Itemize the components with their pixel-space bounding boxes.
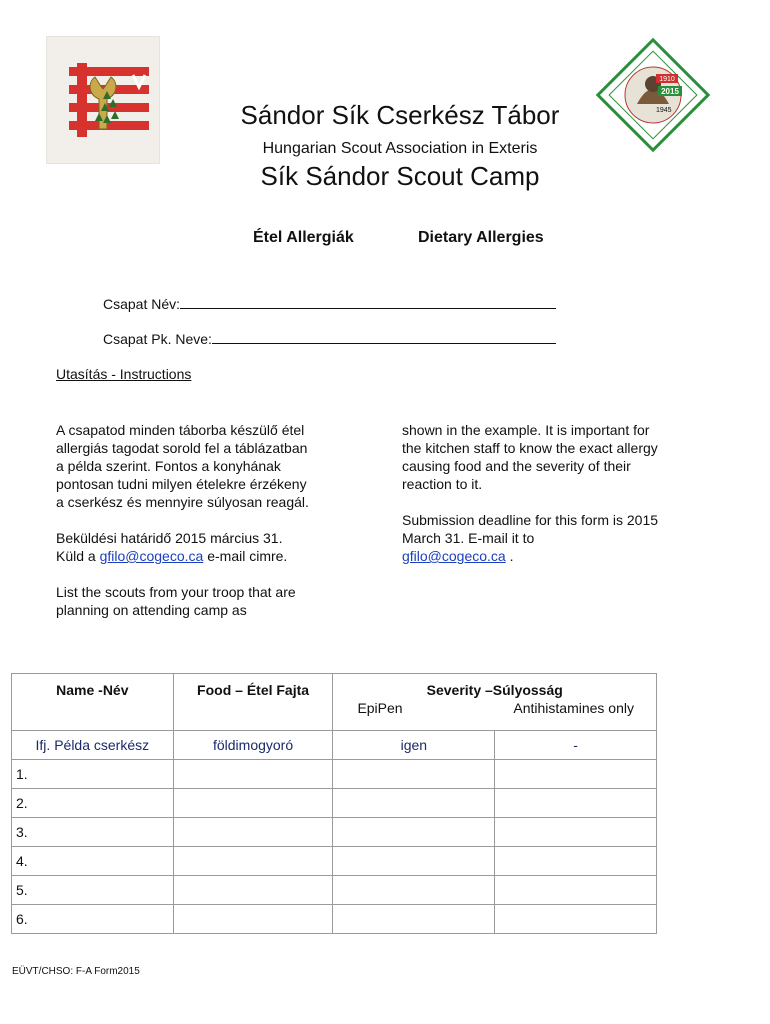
antihistamines-cell[interactable] — [495, 789, 657, 818]
food-cell[interactable] — [173, 876, 333, 905]
instructions-en-intro: List the scouts from your troop that are planning on attending camp as — [56, 584, 296, 618]
troop-name-line[interactable] — [180, 294, 556, 309]
instructions-hu-paragraph: A csapatod minden táborba készülő étel allergiás tagodat sorold fel a táblázatban a példa szerint. Fontos a konyhának pontosan tudni milyen ételekre érzékeny a cserkész és mennyire súlyosan reagál. — [56, 422, 309, 510]
example-epipen: igen — [333, 731, 495, 760]
deadline-hu-paragraph — [56, 529, 314, 565]
food-cell[interactable] — [173, 760, 333, 789]
food-cell[interactable] — [173, 847, 333, 876]
instructions-heading: Utasítás - Instructions — [56, 366, 192, 382]
troop-name-label: Csapat Név: — [103, 296, 181, 312]
table-row — [12, 818, 657, 847]
deadline-en-text: Submission deadline for this form is 2015 March 31. E-mail it to — [402, 512, 659, 546]
instructions-left-column — [56, 421, 314, 637]
row-number: 1. — [12, 760, 174, 789]
email-link-hu[interactable]: gfilo@cogeco.ca — [99, 548, 204, 564]
instructions-en-paragraph: shown in the example. It is important for the kitchen staff to know the exact allergy causing food and the severity of their reaction to it. — [402, 422, 658, 492]
food-cell[interactable] — [173, 905, 333, 934]
col-header-food: Food – Étel Fajta — [173, 674, 333, 731]
epipen-cell[interactable] — [333, 905, 495, 934]
camp-title-en: Sík Sándor Scout Camp — [260, 161, 540, 191]
table-row — [12, 760, 657, 789]
row-number: 5. — [12, 876, 174, 905]
epipen-cell[interactable] — [333, 876, 495, 905]
epipen-cell[interactable] — [333, 760, 495, 789]
troop-leader-label: Csapat Pk. Neve: — [103, 331, 212, 347]
table-row — [12, 905, 657, 934]
email-link-en[interactable]: gfilo@cogeco.ca — [402, 548, 506, 564]
badge-year-end: 1945 — [656, 107, 672, 114]
severity-title: Severity –Súlyosság — [426, 682, 563, 698]
col-header-severity — [333, 674, 657, 731]
association-name: Hungarian Scout Association in Exteris — [262, 140, 538, 157]
epipen-cell[interactable] — [333, 789, 495, 818]
subtitle-en: Dietary Allergies — [418, 229, 544, 246]
badge-year-start: 1910 — [659, 76, 675, 83]
deadline-hu-line: Beküldési határidő 2015 március 31. — [56, 530, 283, 546]
sub-header-epipen: EpiPen — [357, 700, 403, 716]
example-food: földimogyoró — [173, 731, 333, 760]
example-name: Ifj. Példa cserkész — [12, 731, 174, 760]
food-cell[interactable] — [173, 818, 333, 847]
epipen-cell[interactable] — [333, 847, 495, 876]
example-antihistamines: - — [495, 731, 657, 760]
email-en-suffix: . — [505, 548, 514, 564]
instructions-right-column — [402, 421, 660, 583]
allergy-table — [11, 673, 657, 934]
antihistamines-cell[interactable] — [495, 760, 657, 789]
row-number: 6. — [12, 905, 174, 934]
deadline-en-paragraph — [402, 511, 660, 565]
table-row — [12, 876, 657, 905]
troop-leader-line[interactable] — [212, 329, 556, 344]
email-hu-suffix: e-mail cimre. — [203, 548, 288, 564]
food-cell[interactable] — [173, 789, 333, 818]
subtitle-hu: Étel Allergiák — [253, 229, 354, 246]
table-row — [12, 789, 657, 818]
badge-year-mid: 2015 — [661, 87, 679, 96]
antihistamines-cell[interactable] — [495, 876, 657, 905]
email-hu-prefix: Küld a — [56, 548, 100, 564]
antihistamines-cell[interactable] — [495, 818, 657, 847]
row-number: 3. — [12, 818, 174, 847]
troop-name-field[interactable] — [103, 294, 556, 312]
epipen-cell[interactable] — [333, 818, 495, 847]
sub-header-antihistamines: Antihistamines only — [513, 700, 634, 716]
jubilee-badge — [592, 34, 714, 156]
antihistamines-cell[interactable] — [495, 905, 657, 934]
table-row — [12, 847, 657, 876]
table-header-row — [12, 674, 657, 731]
camp-title-hu: Sándor Sík Cserkész Tábor — [240, 100, 560, 130]
antihistamines-cell[interactable] — [495, 847, 657, 876]
form-id-footer: EÜVT/CHSO: F-A Form2015 — [12, 966, 140, 977]
troop-leader-field[interactable] — [103, 329, 556, 347]
col-header-name: Name -Név — [12, 674, 174, 731]
example-row — [12, 731, 657, 760]
row-number: 4. — [12, 847, 174, 876]
row-number: 2. — [12, 789, 174, 818]
